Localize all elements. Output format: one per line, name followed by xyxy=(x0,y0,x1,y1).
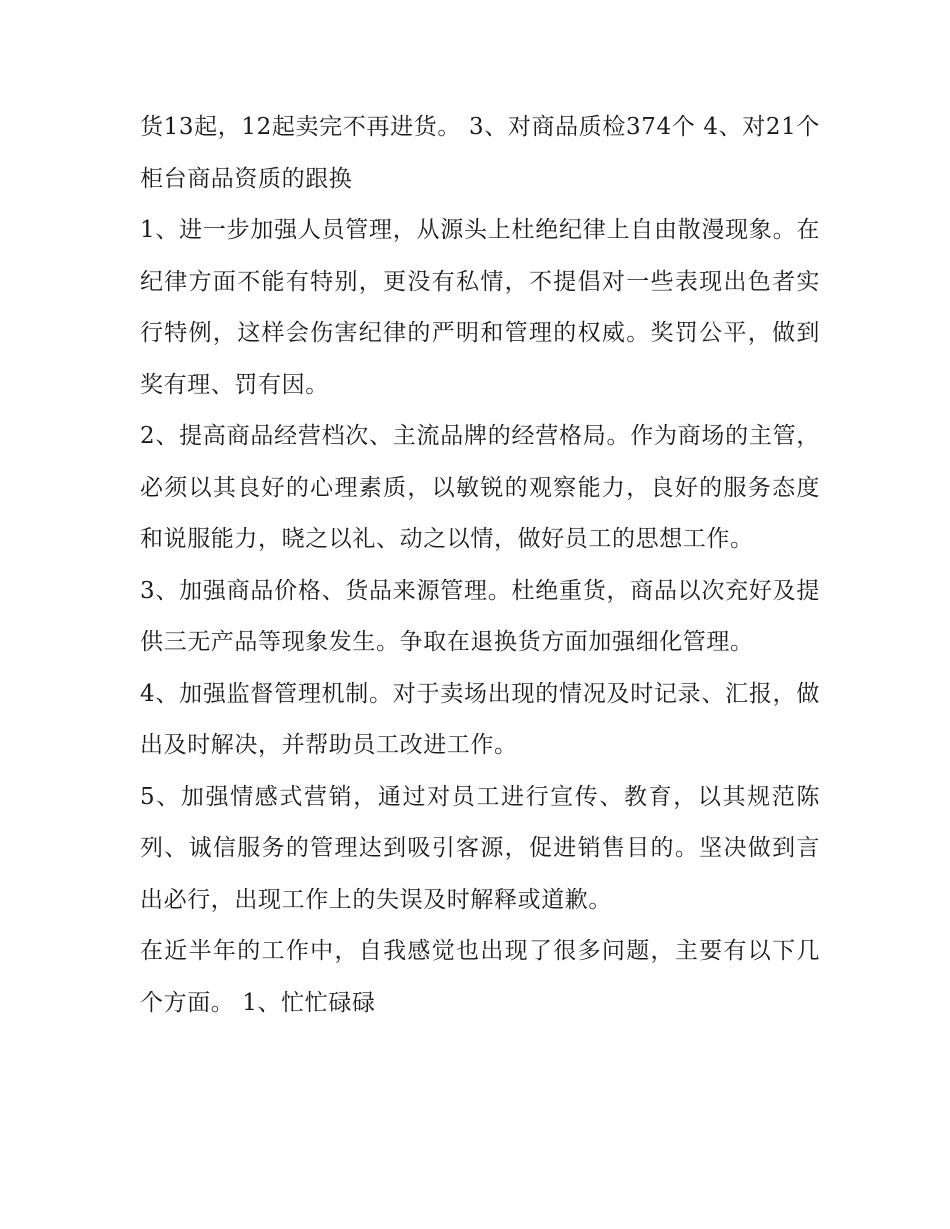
paragraph-inventory-summary: 货13起，12起卖完不再进货。 3、对商品质检374个 4、对21个柜台商品资质的跟换 xyxy=(140,114,820,192)
paragraph-brand-grade: 2、提高商品经营档次、主流品牌的经营格局。作为商场的主管，必须以其良好的心理素质，以敏锐的观察能力，良好的服务态度和说服能力，晓之以礼、动之以情，做好员工的思想工作。 xyxy=(140,423,820,552)
paragraph-supervision: 4、加强监督管理机制。对于卖场出现的情况及时记录、汇报，做出及时解决，并帮助员工改进工作。 xyxy=(140,680,820,758)
document-body xyxy=(140,102,820,1029)
paragraph-price-source: 3、加强商品价格、货品来源管理。杜绝重货，商品以次充好及提供三无产品等现象发生。争取在退换货方面加强细化管理。 xyxy=(140,577,820,655)
paragraph-problems-intro: 在近半年的工作中，自我感觉也出现了很多问题，主要有以下几个方面。 1、忙忙碌碌 xyxy=(140,938,820,1016)
paragraph-staff-management: 1、进一步加强人员管理，从源头上杜绝纪律上自由散漫现象。在纪律方面不能有特别，更没有私情，不提倡对一些表现出色者实行特例，这样会伤害纪律的严明和管理的权威。奖罚公平，做到奖有理、罚有因。 xyxy=(140,217,820,398)
paragraph-emotional-marketing: 5、加强情感式营销，通过对员工进行宣传、教育，以其规范陈列、诚信服务的管理达到吸引客源，促进销售目的。坚决做到言出必行，出现工作上的失误及时解释或道歉。 xyxy=(140,783,820,913)
